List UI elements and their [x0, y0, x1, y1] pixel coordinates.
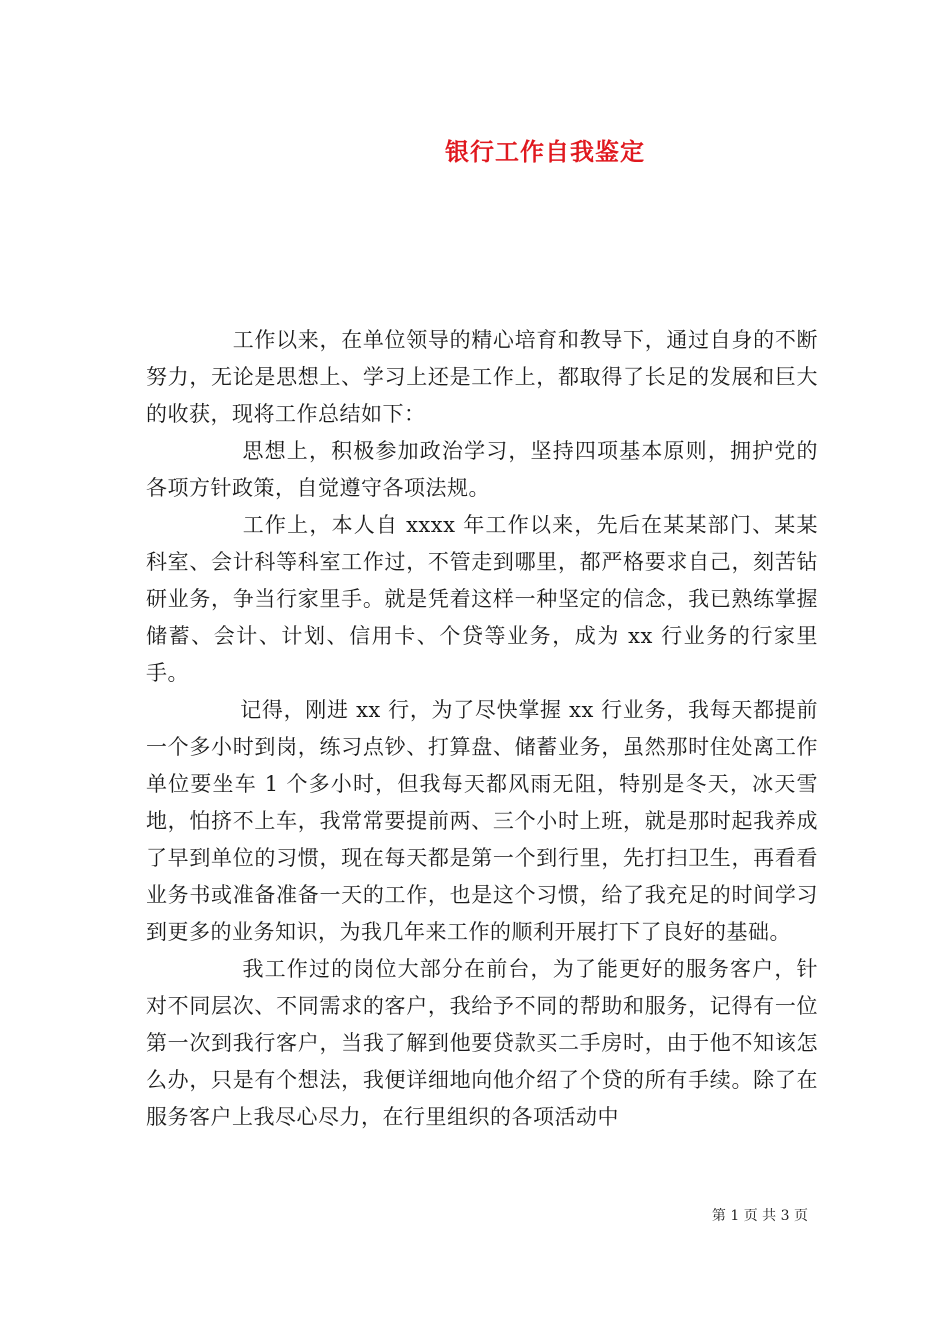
document-body — [146, 322, 818, 1136]
paragraph: 记得，刚进 xx 行，为了尽快掌握 xx 行业务，我每天都提前一个多小时到岗，练习点钞、打算盘、储蓄业务，虽然那时住处离工作单位要坐车 1 个多小时，但我每天都风雨无阻，特别是冬天，冰天雪地，怕挤不上车，我常常要提前两、三个小时上班，就是那时起我养成了早到单位的习惯，现在每天都是第一个到行里，先打扫卫生，再看看业务书或准备准备一天的工作，也是这个习惯，给了我充足的时间学习到更多的业务知识，为我几年来工作的顺利开展打下了良好的基础。 — [146, 698, 818, 944]
paragraph: 工作上，本人自 xxxx 年工作以来，先后在某某部门、某某科室、会计科等科室工作过，不管走到哪里，都严格要求自己，刻苦钻研业务，争当行家里手。就是凭着这样一种坚定的信念，我已熟练掌握储蓄、会计、计划、信用卡、个贷等业务，成为 xx 行业务的行家里手。 — [146, 513, 818, 685]
page-number-footer: 第 1 页 共 3 页 — [711, 1208, 808, 1224]
paragraph: 思想上，积极参加政治学习，坚持四项基本原则，拥护党的各项方针政策，自觉遵守各项法规。 — [146, 439, 818, 500]
paragraph: 我工作过的岗位大部分在前台，为了能更好的服务客户，针对不同层次、不同需求的客户，我给予不同的帮助和服务，记得有一位第一次到我行客户，当我了解到他要贷款买二手房时，由于他不知该怎么办，只是有个想法，我便详细地向他介绍了个贷的所有手续。除了在服务客户上我尽心尽力，在行里组织的各项活动中 — [146, 957, 818, 1129]
document-title: 银行工作自我鉴定 — [445, 137, 645, 166]
paragraph: 工作以来，在单位领导的精心培育和教导下，通过自身的不断努力，无论是思想上、学习上还是工作上，都取得了长足的发展和巨大的收获，现将工作总结如下： — [146, 328, 818, 426]
